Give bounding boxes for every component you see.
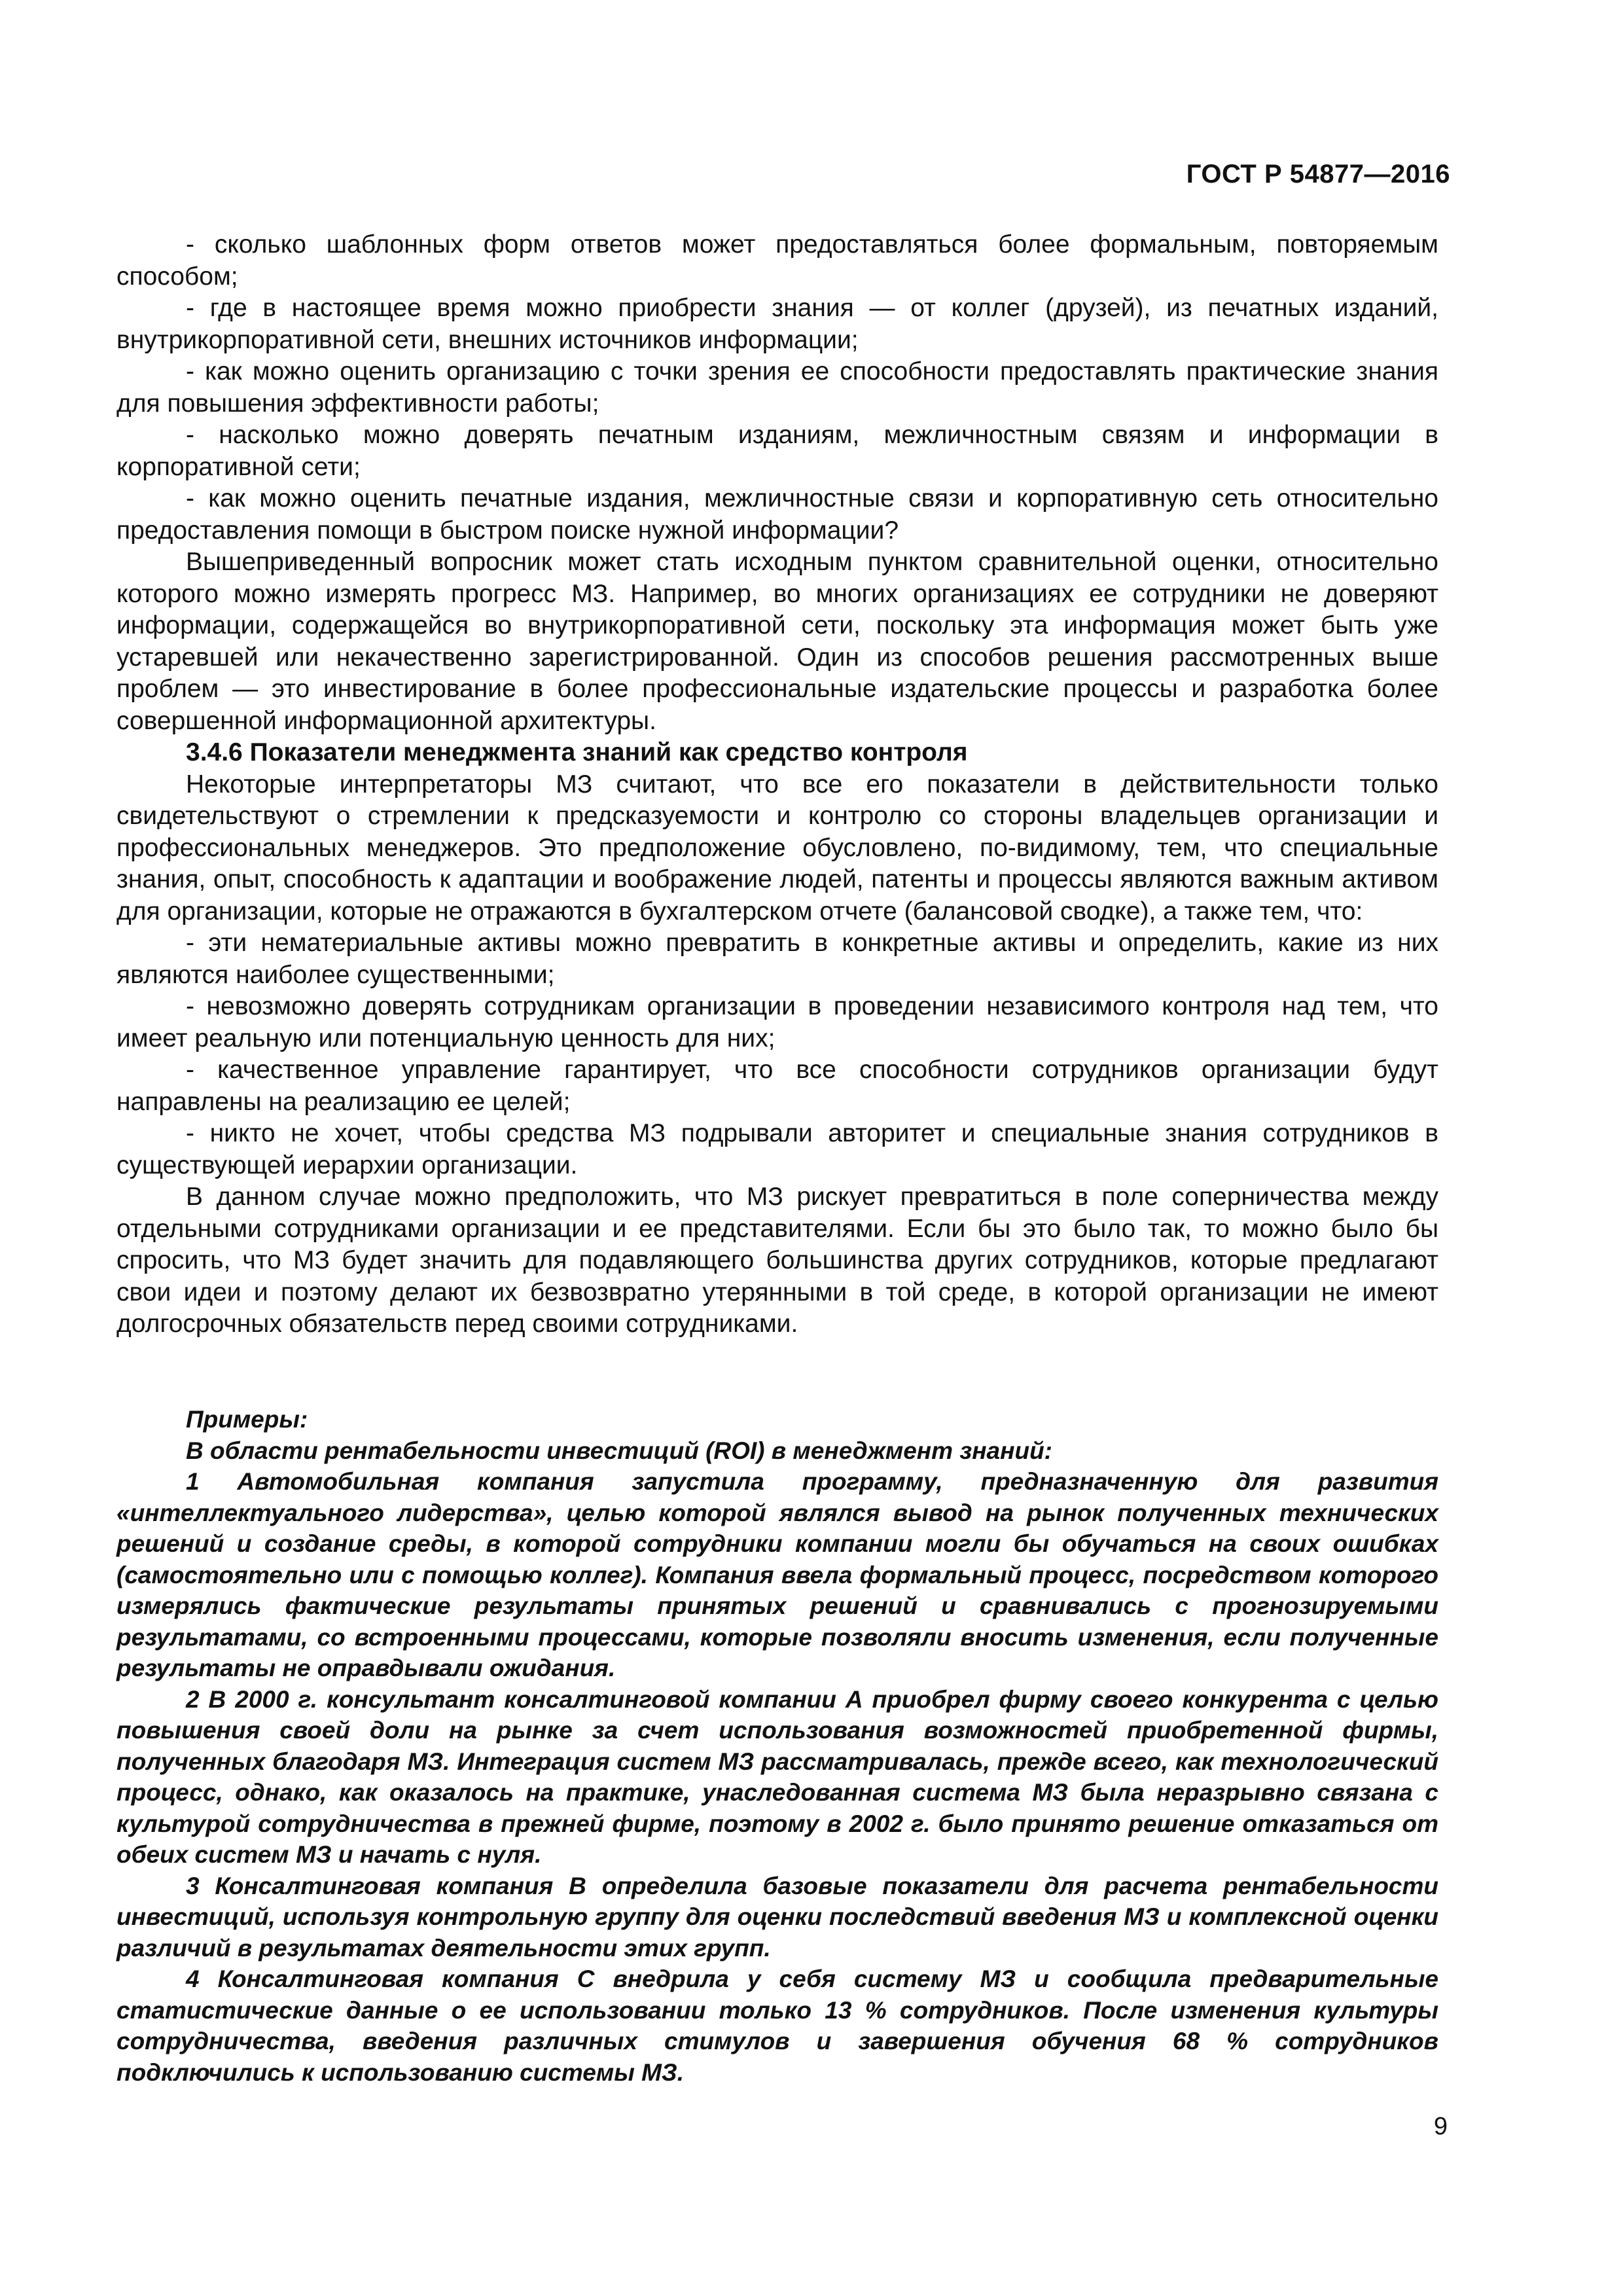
list-item: - насколько можно доверять печатным изданиям, межличностным связям и информации в корпоративной сети; — [116, 421, 1438, 481]
example-item: 2 В 2000 г. консультант консалтинговой компании А приобрел фирму своего конкурента с целью повышения своей доли на рынке за счет использования возможностей приобретенной фирмы, полученных благодаря МЗ. Интеграция систем МЗ рассматривалась, прежде всего, как технологический процесс, однако, как оказалось на практике, унаследованная система МЗ была неразрывно связана с культурой сотрудничества в прежней фирме, поэтому в 2002 г. было принято решение отказаться от обеих систем МЗ и начать с нуля. — [116, 1685, 1438, 1868]
list-item: - сколько шаблонных форм ответов может предоставляться более формальным, повторяемым способом; — [116, 230, 1438, 291]
paragraph: Некоторые интерпретаторы МЗ считают, что все его показатели в действительности только свидетельствуют о стремлении к предсказуемости и контролю со стороны владельцев организации и профессиональных менеджеров. Это предположение обусловлено, по-видимому, тем, что специальные знания, опыт, способность к адаптации и воображение людей, патенты и процессы являются важным активом для организации, которые не отражаются в бухгалтерском отчете (балансовой сводке), а также тем, что: — [116, 770, 1438, 925]
standard-designation: ГОСТ Р 54877—2016 — [1186, 160, 1450, 188]
list-item: - как можно оценить печатные издания, межличностные связи и корпоративную сеть относительно предоставления помощи в быстром поиске нужной информации? — [116, 484, 1438, 545]
examples-subheading: В области рентабельности инвестиций (ROI) в менеджмент знаний: — [186, 1437, 1052, 1464]
list-item: - как можно оценить организацию с точки зрения ее способности предоставлять практические знания для повышения эффективности работы; — [116, 357, 1438, 418]
list-item: - невозможно доверять сотрудникам организации в проведении независимого контроля над тем, что имеет реальную или потенциальную ценность для них; — [116, 992, 1438, 1052]
list-item: - качественное управление гарантирует, что все способности сотрудников организации будут направлены на реализацию ее целей; — [116, 1056, 1438, 1116]
page-number: 9 — [1433, 2113, 1448, 2140]
examples-heading: Примеры: — [186, 1406, 308, 1433]
example-item: 3 Консалтинговая компания В определила базовые показатели для расчета рентабельности инвестиций, используя контрольную группу для оценки последствий введения МЗ и комплексной оценки различий в результатах деятельности этих групп. — [116, 1872, 1438, 1962]
example-item: 4 Консалтинговая компания С внедрила у себя систему МЗ и сообщила предварительные статистические данные о ее использовании только 13 % сотрудников. После изменения культуры сотрудничества, введения различных стимулов и завершения обучения 68 % сотрудников подключились к использованию системы МЗ. — [116, 1965, 1438, 2086]
example-item: 1 Автомобильная компания запустила программу, предназначенную для развития «интеллектуального лидерства», целью которой являлся вывод на рынок полученных технических решений и создание среды, в которой сотрудники компании могли бы обучаться на своих ошибках (самостоятельно или с помощью коллег). Компания ввела формальный процесс, посредством которого измерялись фактические результаты принятых решений и сравнивались с прогнозируемыми результатами, со встроенными процессами, которые позволяли вносить изменения, если полученные результаты не оправдывали ожидания. — [116, 1468, 1438, 1681]
section-heading: 3.4.6 Показатели менеджмента знаний как средство контроля — [186, 738, 968, 766]
paragraph: Вышеприведенный вопросник может стать исходным пунктом сравнительной оценки, относительно которого можно измерять прогресс МЗ. Например, во многих организациях ее сотрудники не доверяют информации, содержащейся во внутрикорпоративной сети, поскольку эта информация может быть уже устаревшей или некачественно зарегистрированной. Один из способов решения рассмотренных выше проблем — это инвестирование в более профессиональные издательские процессы и разработка более совершенной информационной архитектуры. — [116, 548, 1438, 735]
list-item: - эти нематериальные активы можно превратить в конкретные активы и определить, какие из них являются наиболее существенными; — [116, 929, 1438, 989]
paragraph: В данном случае можно предположить, что МЗ рискует превратиться в поле соперничества между отдельными сотрудниками организации и ее представителями. Если бы это было так, то можно было бы спросить, что МЗ будет значить для подавляющего большинства других сотрудников, которые предлагают свои идеи и поэтому делают их безвозвратно утерянными в той среде, в которой организации не имеют долгосрочных обязательств перед своими сотрудниками. — [116, 1183, 1438, 1338]
list-item: - никто не хочет, чтобы средства МЗ подрывали авторитет и специальные знания сотрудников в существующей иерархии организации. — [116, 1119, 1438, 1179]
examples-block — [116, 1404, 1438, 2088]
main-text — [116, 229, 1438, 1340]
list-item: - где в настоящее время можно приобрести знания — от коллег (друзей), из печатных изданий, внутрикорпоративной сети, внешних источников информации; — [116, 294, 1438, 354]
